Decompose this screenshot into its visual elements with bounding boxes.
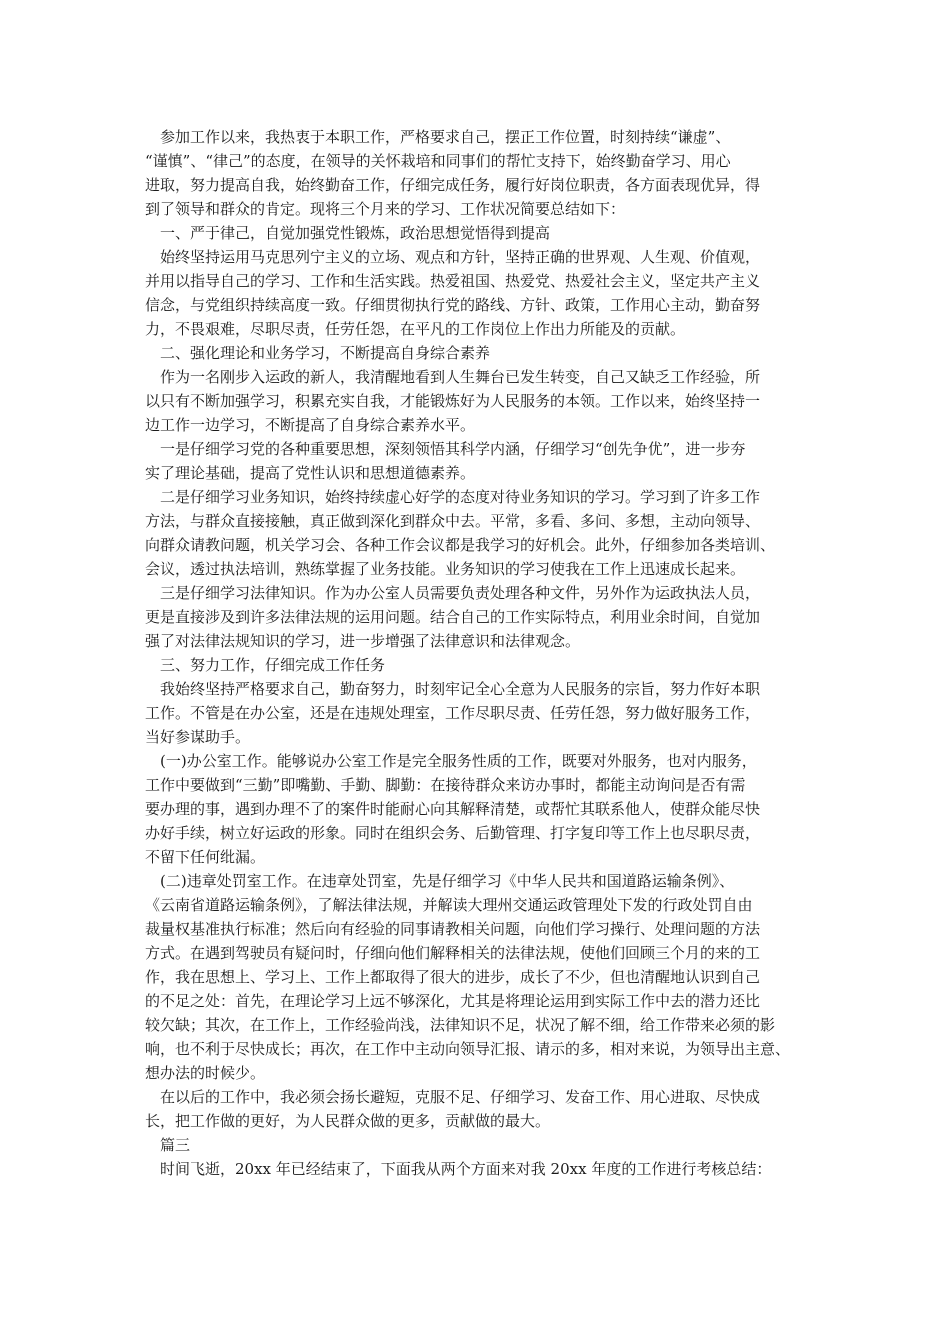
- text-line: 作为一名刚步入运政的新人，我清醒地看到人生舞台已发生转变，自己又缺乏工作经验，所: [145, 368, 761, 386]
- text-line: (一)办公室工作。能够说办公室工作是完全服务性质的工作，既要对外服务，也对内服务，: [145, 752, 757, 770]
- section-heading: 三、努力工作，仔细完成工作任务: [145, 656, 386, 674]
- text-line: 边工作一边学习，不断提高了自身综合素养水平。: [145, 416, 476, 434]
- section-heading: 二、强化理论和业务学习，不断提高自身综合素养: [145, 344, 491, 362]
- text-line: 向群众请教问题，机关学习会、各种工作会议都是我学习的好机会。此外，仔细参加各类培训、: [145, 536, 776, 554]
- text-line: 方法，与群众直接接触，真正做到深化到群众中去。平常，多看、多问、多想，主动向领导、: [145, 512, 761, 530]
- text-line: 作，我在思想上、学习上、工作上都取得了很大的进步，成长了不少，但也清醒地认识到自己: [145, 968, 761, 986]
- text-line: 在以后的工作中，我必须会扬长避短，克服不足、仔细学习、发奋工作、用心进取、尽快成: [145, 1088, 761, 1106]
- text-line: 以只有不断加强学习，积累充实自我，才能锻炼好为人民服务的本领。工作以来，始终坚持一: [145, 392, 761, 410]
- text-line: 进取，努力提高自我，始终勤奋工作，仔细完成任务，履行好岗位职责，各方面表现优异，得: [145, 176, 761, 194]
- text-line: 工作中要做到“三勤”即嘴勤、手勤、脚勤：在接待群众来访办事时，都能主动询问是否有需: [145, 776, 746, 794]
- text-line: 方式。在遇到驾驶员有疑问时，仔细向他们解释相关的法律法规，使他们回顾三个月的来的工: [145, 944, 761, 962]
- text-line: 响，也不利于尽快成长；再次，在工作中主动向领导汇报、请示的多，相对来说，为领导出主意、: [145, 1040, 791, 1058]
- text-line: (二)违章处罚室工作。在违章处罚室，先是仔细学习《中华人民共和国道路运输条例》、: [145, 872, 735, 890]
- text-line: 一是仔细学习党的各种重要思想，深刻领悟其科学内涵，仔细学习“创先争优”，进一步夯: [145, 440, 746, 458]
- text-line: 信念，与党组织持续高度一致。仔细贯彻执行党的路线、方针、政策，工作用心主动，勤奋努: [145, 296, 761, 314]
- text-line: 想办法的时候少。: [145, 1064, 266, 1082]
- text-line: 较欠缺；其次，在工作上，工作经验尚浅，法律知识不足，状况了解不细，给工作带来必须的影: [145, 1016, 776, 1034]
- text-line: 工作。不管是在办公室，还是在违规处理室，工作尽职尽责、任劳任怨，努力做好服务工作，: [145, 704, 761, 722]
- text-line: 始终坚持运用马克思列宁主义的立场、观点和方针，坚持正确的世界观、人生观、价值观，: [145, 248, 761, 266]
- text-line: 并用以指导自己的学习、工作和生活实践。热爱祖国、热爱党、热爱社会主义，坚定共产主义: [145, 272, 761, 290]
- text-line: 的不足之处：首先，在理论学习上远不够深化，尤其是将理论运用到实际工作中去的潜力还比: [145, 992, 761, 1010]
- section-heading: 一、严于律己，自觉加强党性锻炼，政治思想觉悟得到提高: [145, 224, 551, 242]
- text-line: 二是仔细学习业务知识，始终持续虚心好学的态度对待业务知识的学习。学习到了许多工作: [145, 488, 761, 506]
- text-line: 要办理的事，遇到办理不了的案件时能耐心向其解释清楚，或帮忙其联系他人，使群众能尽快: [145, 800, 761, 818]
- text-line: 我始终坚持严格要求自己，勤奋努力，时刻牢记全心全意为人民服务的宗旨，努力作好本职: [145, 680, 761, 698]
- text-line: 会议，透过执法培训，熟练掌握了业务技能。业务知识的学习使我在工作上迅速成长起来。: [145, 560, 746, 578]
- text-line: 时间飞逝，20xx 年已经结束了，下面我从两个方面来对我 20xx 年度的工作进行考核总结：: [145, 1160, 772, 1178]
- text-line: 更是直接涉及到许多法律法规的运用问题。结合自己的工作实际特点，利用业余时间，自觉加: [145, 608, 761, 626]
- text-line: 三是仔细学习法律知识。作为办公室人员需要负责处理各种文件，另外作为运政执法人员，: [145, 584, 761, 602]
- text-line: 强了对法律法规知识的学习，进一步增强了法律意识和法律观念。: [145, 632, 581, 650]
- text-line: 长，把工作做的更好，为人民群众做的更多，贡献做的最大。: [145, 1112, 551, 1130]
- text-line: 《云南省道路运输条例》，了解法律法规，并解读大理州交通运政管理处下发的行政处罚自由: [145, 896, 753, 914]
- text-line: 力，不畏艰难，尽职尽责，任劳任怨，在平凡的工作岗位上作出力所能及的贡献。: [145, 320, 686, 338]
- text-line: 到了领导和群众的肯定。现将三个月来的学习、工作状况简要总结如下：: [145, 200, 626, 218]
- text-line: “谨慎”、“律己”的态度，在领导的关怀栽培和同事们的帮忙支持下，始终勤奋学习、用心: [145, 152, 731, 170]
- text-line: 当好参谋助手。: [145, 728, 251, 746]
- text-line: 实了理论基础，提高了党性认识和思想道德素养。: [145, 464, 476, 482]
- text-line: 参加工作以来，我热衷于本职工作，严格要求自己，摆正工作位置，时刻持续“谦虚”、: [145, 128, 731, 146]
- text-line: 办好手续，树立好运政的形象。同时在组织会务、后勤管理、打字复印等工作上也尽职尽责，: [145, 824, 761, 842]
- section-heading: 篇三: [145, 1136, 191, 1154]
- text-line: 不留下任何纰漏。: [145, 848, 266, 866]
- text-line: 裁量权基准执行标准；然后向有经验的同事请教相关问题，向他们学习操行、处理问题的方法: [145, 920, 761, 938]
